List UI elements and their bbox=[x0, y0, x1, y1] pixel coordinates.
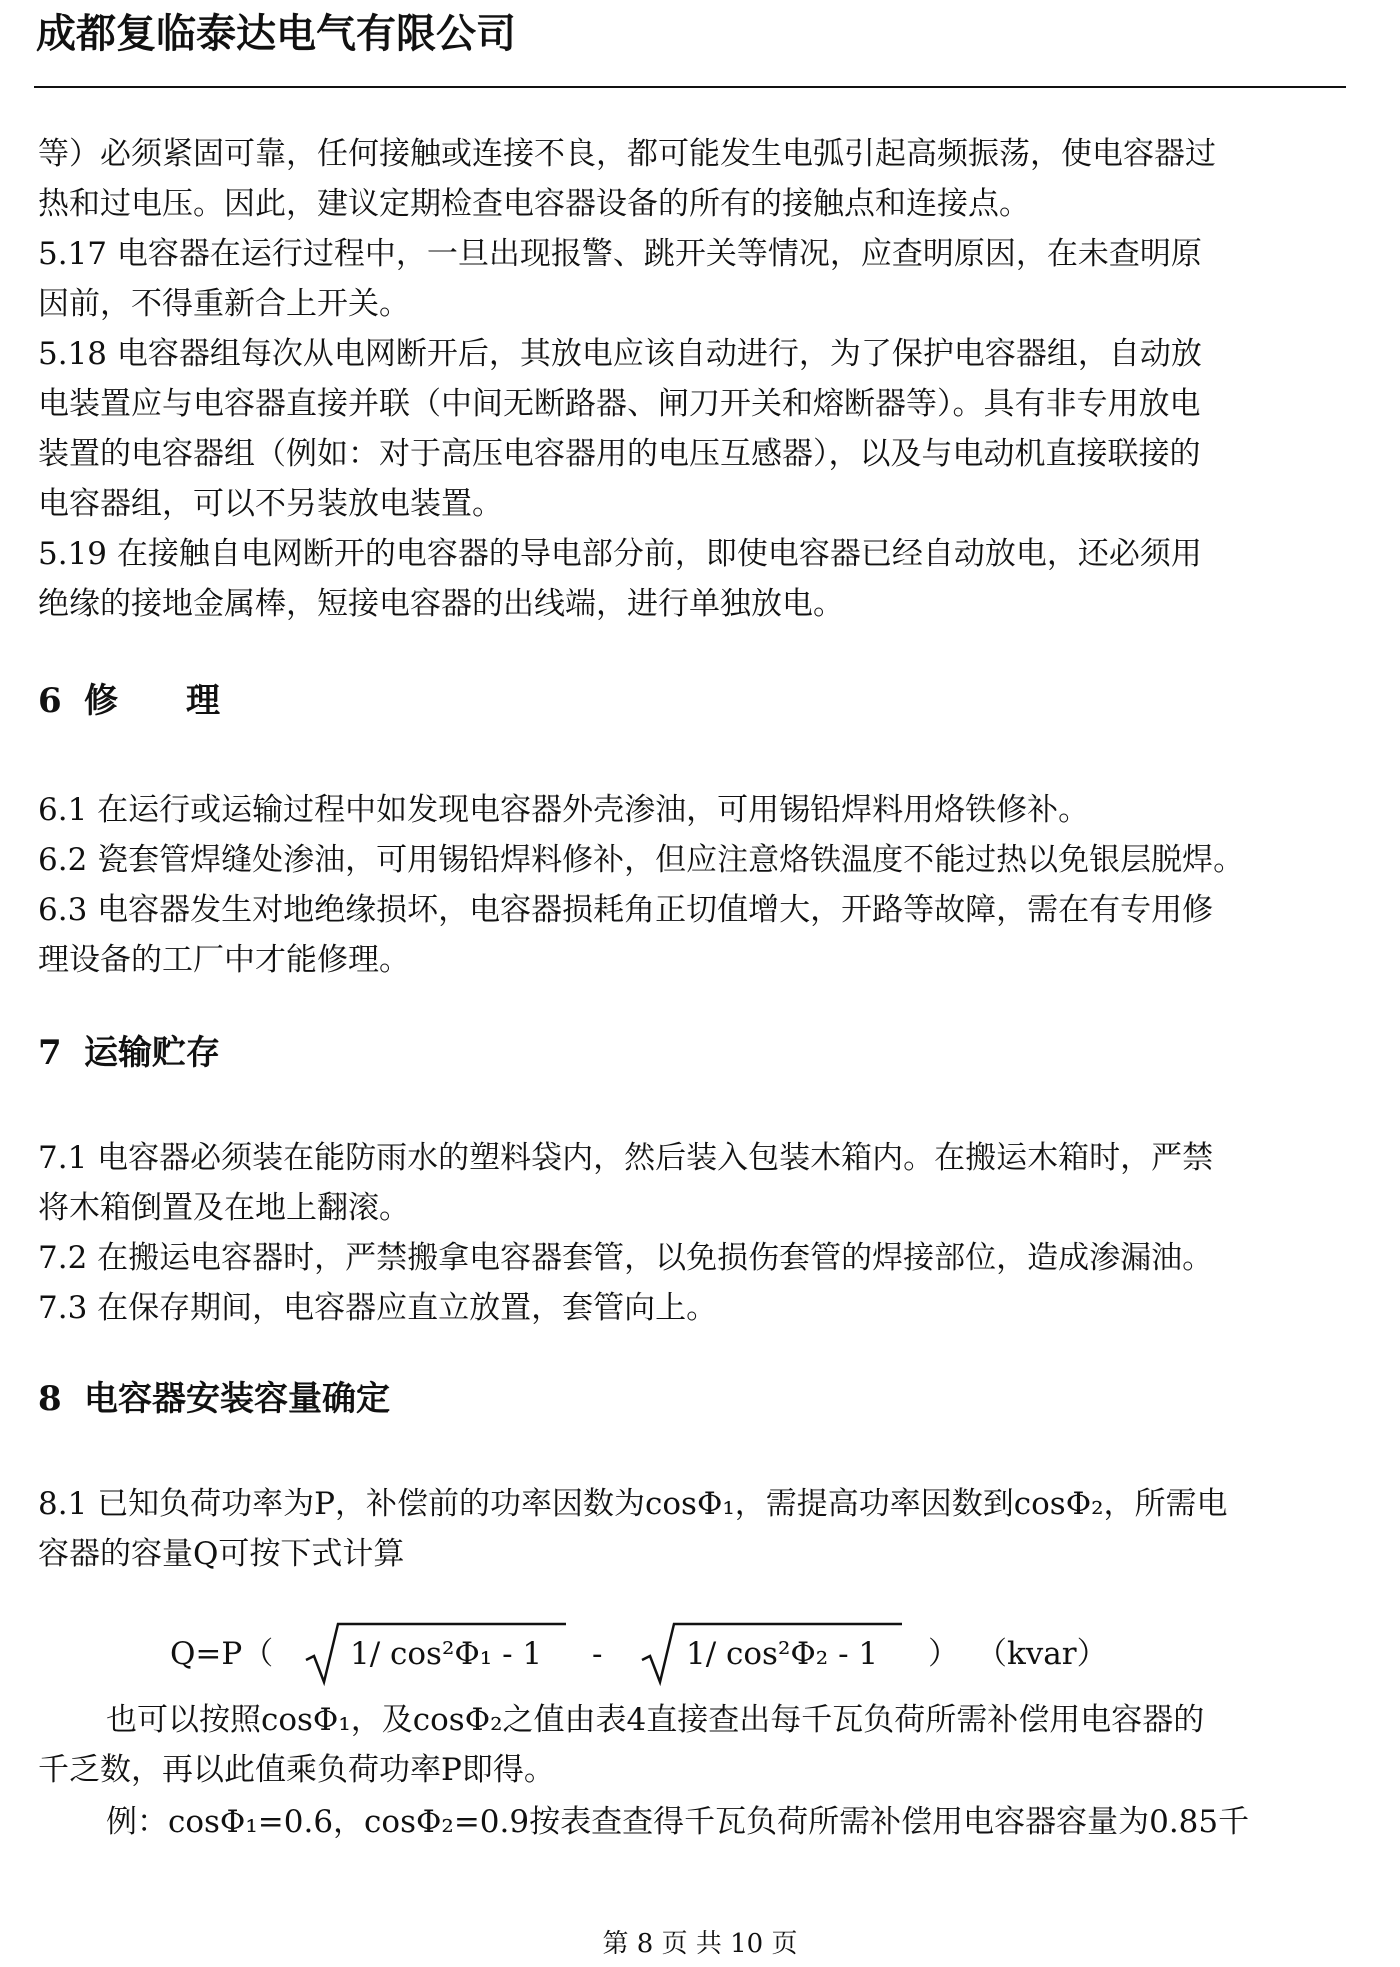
text-line: 千乏数，再以此值乘负荷功率P即得。 bbox=[38, 1752, 555, 1788]
section-number: 8 bbox=[38, 1379, 62, 1419]
text-line: 理设备的工厂中才能修理。 bbox=[38, 942, 410, 978]
text-line: 绝缘的接地金属棒，短接电容器的出线端，进行单独放电。 bbox=[38, 586, 844, 622]
text-line: 也可以按照cosΦ₁，及cosΦ₂之值由表4直接查出每千瓦负荷所需补偿用电容器的 bbox=[106, 1702, 1205, 1738]
text-line: 7.1 电容器必须装在能防雨水的塑料袋内，然后装入包装木箱内。在搬运木箱时，严禁 bbox=[38, 1140, 1214, 1176]
section-title-part: 修 bbox=[84, 681, 118, 721]
section-heading-6 bbox=[38, 676, 220, 726]
text-line: 8.1 已知负荷功率为P，补偿前的功率因数为cosΦ₁，需提高功率因数到cosΦ₂，所需电 bbox=[38, 1486, 1228, 1522]
company-name: 成都复临泰达电气有限公司 bbox=[36, 11, 516, 57]
text-line: 5.19 在接触自电网断开的电容器的导电部分前，即使电容器已经自动放电，还必须用 bbox=[38, 536, 1202, 572]
section-heading-8 bbox=[38, 1374, 390, 1424]
text-line: 热和过电压。因此，建议定期检查电容器设备的所有的接触点和连接点。 bbox=[38, 186, 1030, 222]
section-number: 6 bbox=[38, 681, 62, 721]
formula-unit: （kvar） bbox=[976, 1636, 1108, 1672]
text-line: 装置的电容器组（例如：对于高压电容器用的电压互感器），以及与电动机直接联接的 bbox=[38, 436, 1201, 472]
text-line: 7.3 在保存期间，电容器应直立放置，套管向上。 bbox=[38, 1290, 718, 1326]
page-footer: 第 8 页 共 10 页 bbox=[602, 1929, 798, 1959]
text-line: 因前，不得重新合上开关。 bbox=[38, 286, 410, 322]
text-line: 6.1 在运行或运输过程中如发现电容器外壳渗油，可用锡铅焊料用烙铁修补。 bbox=[38, 792, 1090, 828]
text-line: 7.2 在搬运电容器时，严禁搬拿电容器套管，以免损伤套管的焊接部位，造成渗漏油。 bbox=[38, 1240, 1214, 1276]
formula-term-1: 1/ cos²Φ₁ - 1 bbox=[350, 1636, 543, 1672]
text-line: 5.18 电容器组每次从电网断开后，其放电应该自动进行，为了保护电容器组，自动放 bbox=[38, 336, 1202, 372]
text-line: 将木箱倒置及在地上翻滚。 bbox=[38, 1190, 410, 1226]
text-line: 例：cosΦ₁=0.6，cosΦ₂=0.9按表查查得千瓦负荷所需补偿用电容器容量为0.85千 bbox=[106, 1804, 1250, 1840]
section-heading-7 bbox=[38, 1028, 220, 1078]
text-line: 5.17 电容器在运行过程中，一旦出现报警、跳开关等情况，应查明原因，在未查明原 bbox=[38, 236, 1202, 272]
section-title: 电容器安装容量确定 bbox=[84, 1379, 390, 1419]
text-line: 6.3 电容器发生对地绝缘损坏，电容器损耗角正切值增大，开路等故障，需在有专用修 bbox=[38, 892, 1214, 928]
section-title: 运输贮存 bbox=[84, 1033, 220, 1073]
text-line: 等）必须紧固可靠，任何接触或连接不良，都可能发生电弧引起高频振荡，使电容器过 bbox=[38, 136, 1216, 172]
formula-term-2: 1/ cos²Φ₂ - 1 bbox=[686, 1636, 879, 1672]
text-line: 容器的容量Q可按下式计算 bbox=[38, 1536, 405, 1572]
text-line: 电装置应与电容器直接并联（中间无断路器、闸刀开关和熔断器等）。具有非专用放电 bbox=[38, 386, 1201, 422]
formula-minus: - bbox=[592, 1636, 603, 1672]
formula-lhs: Q=P（ bbox=[170, 1636, 274, 1672]
header-rule bbox=[34, 86, 1346, 88]
text-line: 6.2 瓷套管焊缝处渗油，可用锡铅焊料修补，但应注意烙铁温度不能过热以免银层脱焊。 bbox=[38, 842, 1245, 878]
text-line: 电容器组，可以不另装放电装置。 bbox=[38, 486, 503, 522]
section-title-part: 理 bbox=[186, 681, 220, 721]
formula-close: ） bbox=[928, 1636, 959, 1672]
section-number: 7 bbox=[38, 1033, 62, 1073]
